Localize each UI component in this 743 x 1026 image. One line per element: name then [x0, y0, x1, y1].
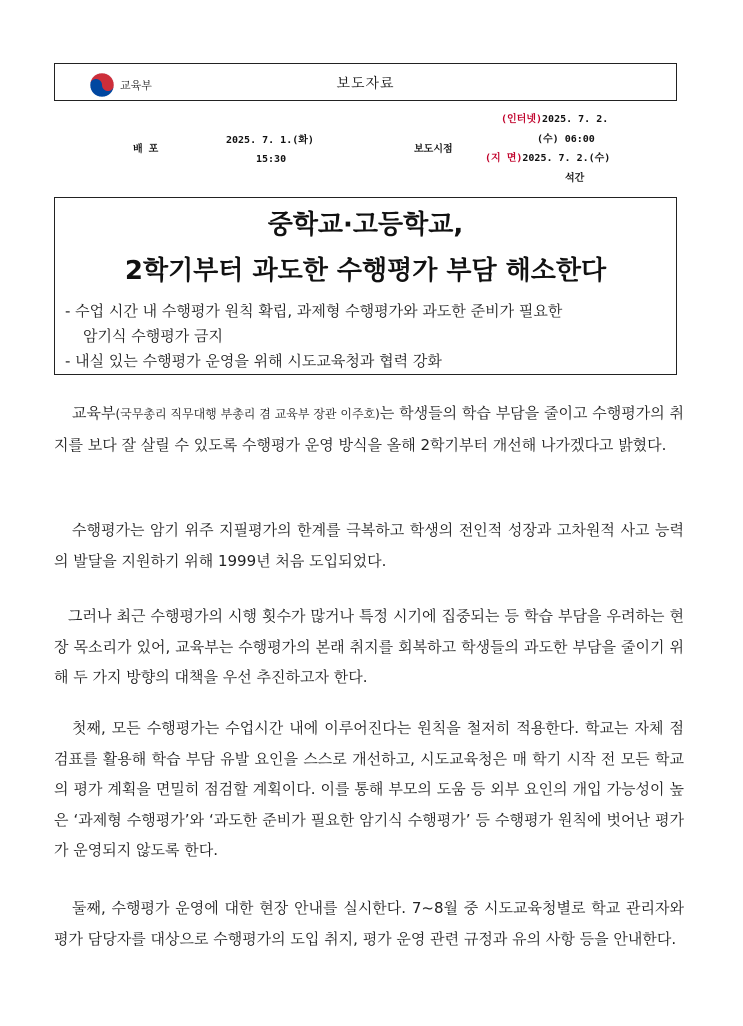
distribution-label: 배 포 — [133, 144, 159, 155]
title-box — [54, 197, 677, 375]
print-date: 2025. 7. 2.(수) — [522, 153, 611, 164]
print-edition: 석간 — [565, 173, 585, 184]
title-line-1: 중학교·고등학교, — [267, 210, 464, 240]
distribution-time: 15:30 — [256, 154, 287, 165]
subtitle-1a: - 수업 시간 내 수행평가 원칙 확립, 과제형 수행평가와 과도한 준비가 필요한 — [65, 302, 563, 320]
print-label: (지 면) — [485, 153, 523, 164]
print-release — [485, 149, 610, 168]
internet-time: (수) 06:00 — [537, 134, 595, 145]
p1-paren: (국무총리 직무대행 부총리 겸 교육부 장관 이주호) — [115, 407, 380, 421]
title-line-2: 2학기부터 과도한 수행평가 부담 해소한다 — [124, 256, 607, 286]
paragraph-4: 첫째, 모든 수행평가는 수업시간 내에 이루어진다는 원칙을 철저히 적용한다. 학교는 자체 점검표를 활용해 학습 부담 유발 요인을 스스로 개선하고, 시도교육청은 매 학기 시작 전 모든 학교의 평가 계획을 면밀히 점검할 계획이다. 이를 통해 부모의 도움 등 외부 요인의 개입 가능성이 높은 ‘과제형 수행평가’와 ‘과도한 준비가 필요한 암기식 수행평가’ 등 수행평가 원칙에 벗어난 평가가 운영되지 않도록 한다. — [54, 719, 684, 859]
paragraph-5: 둘째, 수행평가 운영에 대한 현장 안내를 실시한다. 7~8월 중 시도교육청별로 학교 관리자와 평가 담당자를 대상으로 수행평가의 도입 취지, 평가 운영 관련 규정과 유의 사항 등을 안내한다. — [54, 899, 684, 948]
internet-date: 2025. 7. 2. — [542, 114, 609, 125]
paragraph-3: 그러나 최근 수행평가의 시행 횟수가 많거나 특정 시기에 집중되는 등 학습 부담을 우려하는 현장 목소리가 있어, 교육부는 수행평가의 본래 취지를 회복하고 학생들의 과도한 부담을 줄이기 위해 두 가지 방향의 대책을 우선 추진하고자 한다. — [54, 607, 684, 686]
header-box — [54, 63, 677, 101]
doc-type-title: 보도자료 — [336, 76, 395, 92]
p1-rest: 는 학생들의 학습 부담을 줄이고 수행평가의 취지를 보다 잘 살릴 수 있도록 수행평가 운영 방식을 올해 2학기부터 개선해 나가겠다고 밝혔다. — [54, 404, 684, 454]
distribution-date: 2025. 7. 1.(화) — [226, 135, 314, 146]
p1-lead: 교육부 — [72, 404, 116, 422]
paragraph-2: 수행평가는 암기 위주 지필평가의 한계를 극복하고 학생의 전인적 성장과 고차원적 사고 능력의 발달을 지원하기 위해 1999년 처음 도입되었다. — [54, 521, 684, 570]
subtitle-1b: 암기식 수행평가 금지 — [83, 327, 223, 345]
internet-release — [501, 110, 608, 129]
embargo-label: 보도시점 — [414, 144, 453, 155]
subtitle-2: - 내실 있는 수행평가 운영을 위해 시도교육청과 협력 강화 — [65, 352, 442, 370]
paragraph-1 — [54, 398, 684, 460]
internet-label: (인터넷) — [501, 114, 543, 125]
logo-text: 교육부 — [120, 79, 152, 92]
